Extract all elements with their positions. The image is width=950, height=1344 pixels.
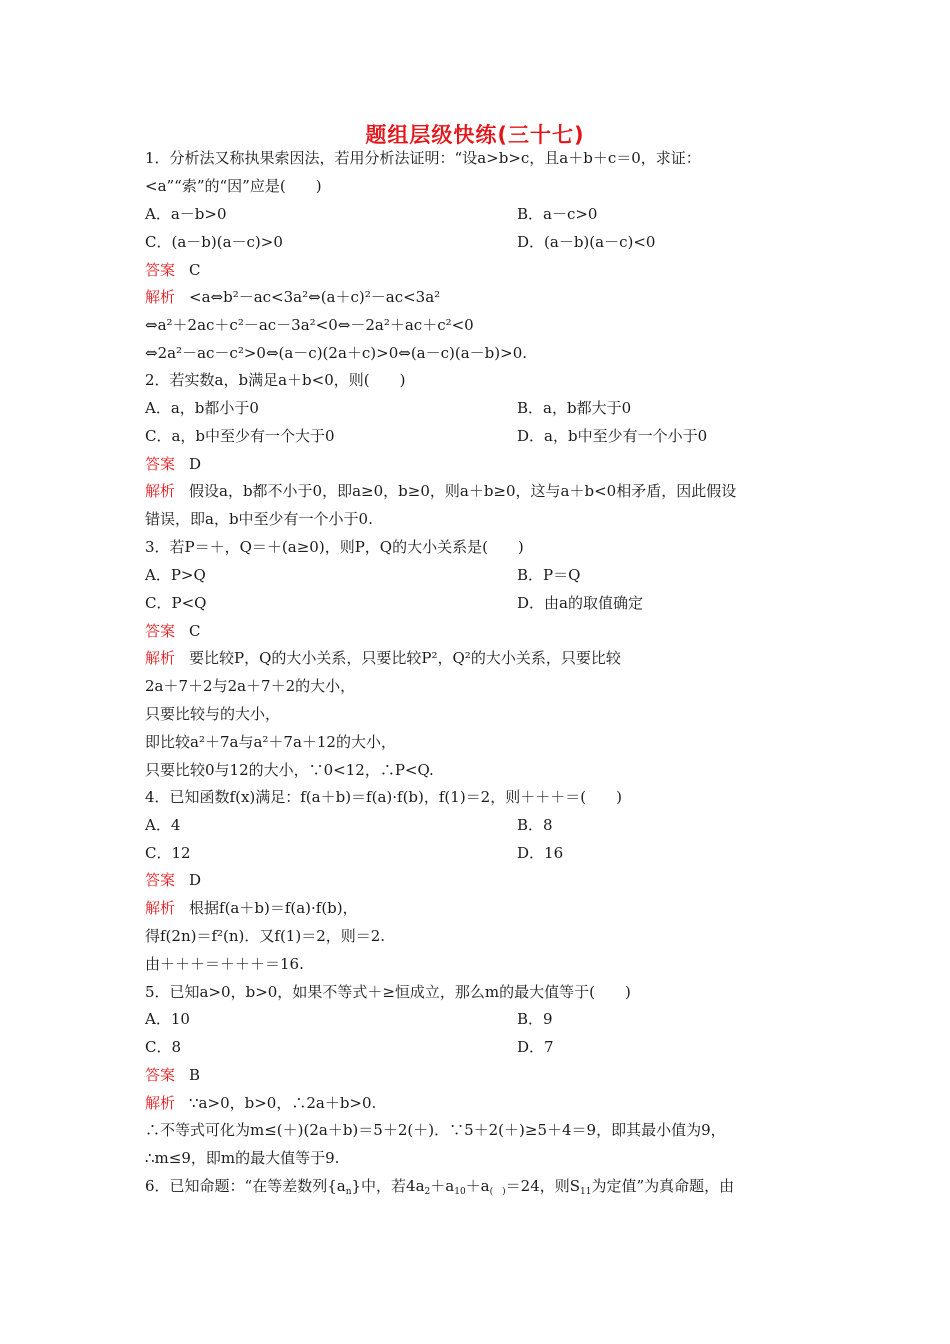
q5-analysis-line1 — [145, 1093, 376, 1113]
q6-stem-b: }中，若4a — [351, 1177, 425, 1195]
q3-option-b: B．P＝Q — [517, 566, 581, 584]
q1-analysis-line2: ⇔a²＋2ac＋c²－ac－3a²<0⇔－2a²＋ac＋c²<0 — [145, 316, 474, 334]
answer-label: 答案 — [145, 261, 176, 279]
q6-sub-11: 11 — [580, 1187, 592, 1197]
q4-answer-value: D — [189, 871, 202, 889]
q4-analysis-line3: 由＋＋＋＝＋＋＋＝16. — [145, 955, 304, 973]
q5-answer — [145, 1065, 200, 1085]
q2-option-a: A．a，b都小于0 — [145, 399, 259, 417]
q3-answer-value: C — [189, 622, 201, 640]
answer-label: 答案 — [145, 455, 176, 473]
answer-label: 答案 — [145, 622, 176, 640]
q5-stem: 5．已知a>0，b>0，如果不等式＋≥恒成立，那么m的最大值等于( ) — [145, 983, 631, 1001]
q3-analysis-line2: 2a＋7＋2与2a＋7＋2的大小， — [145, 677, 356, 695]
q3-analysis-line1 — [145, 648, 621, 668]
q6-sub-10: 10 — [454, 1187, 466, 1197]
q1-analysis-line1 — [145, 287, 440, 307]
q6-stem-a: 6．已知命题：“在等差数列{a — [145, 1177, 346, 1195]
page-title: 题组层级快练(三十七) — [365, 123, 585, 147]
q6-stem-d: ＋a — [465, 1177, 490, 1195]
q5-analysis-line2: ∴不等式可化为m≤(＋)(2a＋b)＝5＋2(＋)．∵5＋2(＋)≥5＋4＝9，即其最小值为9， — [145, 1121, 726, 1139]
q3-option-a: A．P>Q — [145, 566, 206, 584]
q5-option-c: C．8 — [145, 1038, 182, 1056]
q6-sub-2: 2 — [424, 1187, 431, 1197]
q1-option-a: A．a－b>0 — [145, 205, 227, 223]
q4-option-b: B．8 — [517, 816, 553, 834]
q6-stem-c: ＋a — [430, 1177, 455, 1195]
q5-analysis-text1: ∵a>0，b>0，∴2a＋b>0. — [189, 1094, 377, 1112]
q1-stem-line1: 1．分析法又称执果索因法，若用分析法证明：“设a>b>c，且a＋b＋c＝0，求证： — [145, 149, 701, 167]
q1-analysis-line3: ⇔2a²－ac－c²>0⇔(a－c)(2a＋c)>0⇔(a－c)(a－b)>0. — [145, 344, 528, 362]
q3-stem: 3．若P＝＋，Q＝＋(a≥0)，则P，Q的大小关系是( ) — [145, 538, 524, 556]
q3-analysis-line5: 只要比较0与12的大小，∵0<12，∴P<Q. — [145, 761, 434, 779]
q4-option-c: C．12 — [145, 844, 191, 862]
q6-stem-e: ＝24，则S — [505, 1177, 581, 1195]
q1-analysis-text1: <a⇔b²－ac<3a²⇔(a＋c)²－ac<3a² — [189, 288, 441, 306]
q1-option-b: B．a－c>0 — [517, 205, 598, 223]
q4-analysis-line1 — [145, 898, 358, 918]
q4-answer — [145, 870, 201, 890]
analysis-label: 解析 — [145, 899, 176, 917]
q2-stem: 2．若实数a，b满足a＋b<0，则( ) — [145, 371, 406, 389]
q6-stem-f: 为定值”为真命题，由 — [591, 1177, 735, 1195]
q4-analysis-line2: 得f(2n)＝f²(n)．又f(1)＝2，则＝2. — [145, 927, 386, 945]
q2-answer — [145, 454, 201, 474]
q5-answer-value: B — [189, 1066, 201, 1084]
answer-label: 答案 — [145, 871, 176, 889]
q5-option-d: D．7 — [517, 1038, 554, 1056]
q6-sub-n: n — [345, 1187, 352, 1197]
q4-option-a: A．4 — [145, 816, 181, 834]
q1-option-d: D．(a－b)(a－c)<0 — [517, 233, 656, 251]
answer-label: 答案 — [145, 1066, 176, 1084]
q2-analysis-text1: 假设a，b都不小于0，即a≥0，b≥0，则a＋b≥0，这与a＋b<0相矛盾，因此假设 — [189, 482, 737, 500]
q1-answer-value: C — [189, 261, 201, 279]
q2-analysis-line2: 错误，即a，b中至少有一个小于0. — [145, 510, 373, 528]
q1-option-c: C．(a－b)(a－c)>0 — [145, 233, 283, 251]
q3-analysis-line3: 只要比较与的大小， — [145, 705, 281, 723]
analysis-label: 解析 — [145, 1094, 176, 1112]
q6-stem — [145, 1176, 734, 1196]
q5-analysis-line3: ∴m≤9，即m的最大值等于9. — [145, 1149, 340, 1167]
q6-sub-blank: ( ) — [489, 1187, 506, 1197]
q5-option-a: A．10 — [145, 1010, 190, 1028]
q4-option-d: D．16 — [517, 844, 564, 862]
q2-option-d: D．a，b中至少有一个小于0 — [517, 427, 708, 445]
analysis-label: 解析 — [145, 649, 176, 667]
q2-analysis-line1 — [145, 481, 736, 501]
q5-option-b: B．9 — [517, 1010, 553, 1028]
q3-analysis-line4: 即比较a²＋7a与a²＋7a＋12的大小， — [145, 733, 396, 751]
q3-option-d: D．由a的取值确定 — [517, 594, 643, 612]
analysis-label: 解析 — [145, 482, 176, 500]
q4-stem: 4．已知函数f(x)满足：f(a＋b)＝f(a)·f(b)，f(1)＝2，则＋＋＋＝( ) — [145, 788, 622, 806]
q3-answer — [145, 621, 201, 641]
analysis-label: 解析 — [145, 288, 176, 306]
q2-option-b: B．a，b都大于0 — [517, 399, 632, 417]
q2-answer-value: D — [189, 455, 202, 473]
q3-option-c: C．P<Q — [145, 594, 207, 612]
q2-option-c: C．a，b中至少有一个大于0 — [145, 427, 335, 445]
q1-stem-line2: <a”“索”的“因”应是( ) — [145, 177, 322, 195]
q4-analysis-text1: 根据f(a＋b)＝f(a)·f(b)， — [189, 899, 358, 917]
q3-analysis-text1: 要比较P，Q的大小关系，只要比较P²，Q²的大小关系，只要比较 — [189, 649, 621, 667]
q1-answer — [145, 260, 201, 280]
